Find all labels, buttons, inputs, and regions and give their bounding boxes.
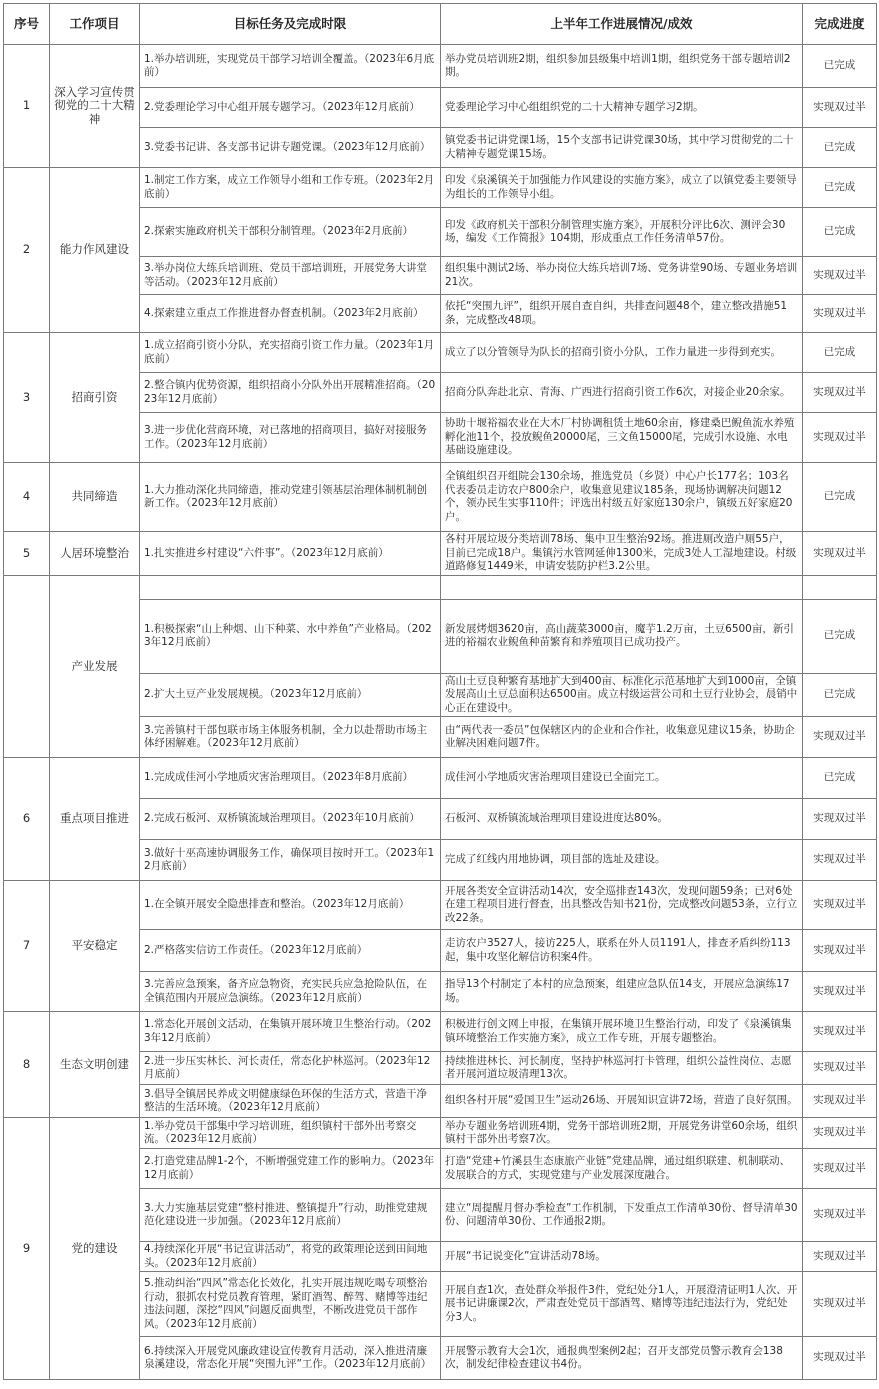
work-project: 党的建设 xyxy=(50,1118,140,1380)
progress-result: 走访农户3527人，接访225人，联系在外人员1191人，排查矛盾纠纷113起，集中攻坚化解信访积案4件。 xyxy=(441,930,803,972)
header-status: 完成进度 xyxy=(803,4,877,45)
progress-result: 持续推进林长、河长制度，坚持护林巡河打卡管理，组织公益性岗位、志愿者开展河道垃圾清理13次。 xyxy=(441,1052,803,1085)
target-task: 3.举办岗位大练兵培训班、党员干部培训班，开展党务大讲堂等活动。（2023年12月底前） xyxy=(140,257,441,295)
table-row xyxy=(4,463,877,532)
completion-status: 已完成 xyxy=(803,599,877,673)
target-task: 3.党委书记讲、各支部书记讲专题党课。（2023年12月底前） xyxy=(140,128,441,168)
completion-status: 已完成 xyxy=(803,673,877,717)
group-number: 1 xyxy=(4,45,50,168)
completion-status: 实现双过半 xyxy=(803,799,877,840)
target-task: 2.严格落实信访工作责任。（2023年12月底前） xyxy=(140,930,441,972)
target-task: 1.扎实推进乡村建设“六件事”。（2023年12月底前） xyxy=(140,532,441,576)
completion-status: 实现双过半 xyxy=(803,717,877,758)
table-row xyxy=(4,1118,877,1149)
target-task: 3.完善镇村干部包联市场主体服务机制，全力以赴帮助市场主体纾困解难。（2023年12月底前） xyxy=(140,717,441,758)
progress-result: 举办党员培训班2期，组织参加县级集中培训1期，组织党务干部专题培训2期。 xyxy=(441,45,803,88)
target-task: 3.大力实施基层党建“整村推进、整镇提升”行动，助推党建规范化建设进一步加强。（2023年12月底前） xyxy=(140,1189,441,1242)
work-project: 平安稳定 xyxy=(50,881,140,1012)
target-task: 1.常态化开展创文活动，在集镇开展环境卫生整治行动。（2023年12月底前） xyxy=(140,1012,441,1052)
target-task: 1.举办党员干部集中学习培训班，组织镇村干部外出考察交流。（2023年12月底前） xyxy=(140,1118,441,1149)
header-progress-result: 上半年工作进展情况/成效 xyxy=(441,4,803,45)
header-project: 工作项目 xyxy=(50,4,140,45)
progress-result: 由“两代表一委员”包保辖区内的企业和合作社，收集意见建议15条，协助企业解决困难问题7件。 xyxy=(441,717,803,758)
work-project: 深入学习宣传贯彻党的二十大精神 xyxy=(50,45,140,168)
completion-status: 已完成 xyxy=(803,168,877,208)
work-progress-table xyxy=(3,3,877,1380)
target-task: 1.完成成佳河小学地质灾害治理项目。（2023年8月底前） xyxy=(140,758,441,799)
completion-status xyxy=(803,575,877,599)
target-task: 2.探索实施政府机关干部积分制管理。（2023年2月底前） xyxy=(140,208,441,257)
work-project: 招商引资 xyxy=(50,333,140,463)
table-row xyxy=(4,881,877,930)
progress-result: 打造“党建+竹溪县生态康旅产业链”党建品牌，通过组织联建、机制联动、发展联合的方式，实现党建与产业发展深度融合。 xyxy=(441,1149,803,1189)
work-project: 能力作风建设 xyxy=(50,168,140,333)
progress-result: 举办专题业务培训班4期，党务干部培训班2期，开展党务讲堂60余场，组织镇村干部外出考察7次。 xyxy=(441,1118,803,1149)
group-number: 6 xyxy=(4,758,50,881)
progress-result: 党委理论学习中心组组织党的二十大精神专题学习2期。 xyxy=(441,88,803,128)
completion-status: 实现双过半 xyxy=(803,413,877,463)
progress-result: 指导13个村制定了本村的应急预案，组建应急队伍14支，开展应急演练17场。 xyxy=(441,972,803,1012)
target-task: 1.在全镇开展安全隐患排查和整治。（2023年12月底前） xyxy=(140,881,441,930)
target-task: 1.大力推动深化共同缔造，推动党建引领基层治理体制机制创新工作。（2023年12月底前） xyxy=(140,463,441,532)
group-number: 5 xyxy=(4,532,50,576)
progress-result: 高山土豆良种繁育基地扩大到400亩、标准化示范基地扩大到1000亩，全镇发展高山土豆总面积达6500亩。成立村级运营公司和土豆行业协会，晨销中心正在建设中。 xyxy=(441,673,803,717)
completion-status: 已完成 xyxy=(803,45,877,88)
progress-result: 开展警示教育大会1次，通报典型案例2起；召开支部党员警示教育会138次，制发纪律检查建议书4份。 xyxy=(441,1337,803,1380)
work-project: 重点项目推进 xyxy=(50,758,140,881)
completion-status: 实现双过半 xyxy=(803,295,877,333)
table-row xyxy=(4,758,877,799)
work-project: 产业发展 xyxy=(50,575,140,758)
target-task: 2.扩大土豆产业发展规模。（2023年12月底前） xyxy=(140,673,441,717)
header-row xyxy=(4,4,877,45)
table-row xyxy=(4,168,877,208)
completion-status: 已完成 xyxy=(803,128,877,168)
target-task: 1.制定工作方案，成立工作领导小组和工作专班。（2023年2月底前） xyxy=(140,168,441,208)
target-task: 1.举办培训班，实现党员干部学习培训全覆盖。（2023年6月底前） xyxy=(140,45,441,88)
progress-result: 印发《政府机关干部积分制管理实施方案》，开展积分评比6次、测评会30场，编发《工作简报》104期，形成重点工作任务清单57份。 xyxy=(441,208,803,257)
target-task: 3.完善应急预案，备齐应急物资，充实民兵应急抢险队伍，在全镇范围内开展应急演练。（2023年12月底前） xyxy=(140,972,441,1012)
progress-result: 成立了以分管领导为队长的招商引资小分队，工作力量进一步得到充实。 xyxy=(441,333,803,373)
progress-result: 石板河、双桥镇流域治理项目建设进度达80%。 xyxy=(441,799,803,840)
completion-status: 实现双过半 xyxy=(803,88,877,128)
table-row xyxy=(4,333,877,373)
progress-result xyxy=(441,575,803,599)
completion-status: 实现双过半 xyxy=(803,257,877,295)
completion-status: 实现双过半 xyxy=(803,1149,877,1189)
progress-result: 成佳河小学地质灾害治理项目建设已全面完工。 xyxy=(441,758,803,799)
target-task: 2.打造党建品牌1-2个，不断增强党建工作的影响力。（2023年12月底前） xyxy=(140,1149,441,1189)
progress-result: 开展自查1次，查处群众举报件3件，党纪处分1人，开展澄清证明1人次、开展书记讲廉课2次，严肃查处党员干部酒驾、赌博等违纪违法行为，党纪处分3人。 xyxy=(441,1272,803,1337)
target-task: 4.持续深化开展“书记宣讲活动”，将党的政策理论送到田间地头。（2023年12月底前） xyxy=(140,1242,441,1272)
target-task: 3.做好十巫高速协调服务工作，确保项目按时开工。（2023年12月底前） xyxy=(140,840,441,881)
target-task: 2.党委理论学习中心组开展专题学习。（2023年12月底前） xyxy=(140,88,441,128)
table-row xyxy=(4,1012,877,1052)
completion-status: 实现双过半 xyxy=(803,1085,877,1118)
progress-result: 组织集中测试2场、举办岗位大练兵培训7场、党务讲堂90场、专题业务培训21次。 xyxy=(441,257,803,295)
progress-result: 依托“突围九评”，组织开展自查自纠，共排查问题48个，建立整改措施51条，完成整改48项。 xyxy=(441,295,803,333)
target-task: 3.进一步优化营商环境，对已落地的招商项目，搞好对接服务工作。（2023年12月底前） xyxy=(140,413,441,463)
completion-status: 实现双过半 xyxy=(803,1242,877,1272)
work-project: 生态文明创建 xyxy=(50,1012,140,1118)
completion-status: 实现双过半 xyxy=(803,840,877,881)
target-task: 2.整合镇内优势资源，组织招商小分队外出开展精准招商。（2023年12月底前） xyxy=(140,373,441,413)
completion-status: 已完成 xyxy=(803,333,877,373)
completion-status: 已完成 xyxy=(803,208,877,257)
progress-result: 完成了红线内用地协调，项目部的选址及建设。 xyxy=(441,840,803,881)
completion-status: 实现双过半 xyxy=(803,1189,877,1242)
work-project: 共同缔造 xyxy=(50,463,140,532)
group-number: 2 xyxy=(4,168,50,333)
progress-result: 新发展烤烟3620亩，高山蔬菜3000亩，魔芋1.2万亩，土豆6500亩，新引进的裕福农业鲵鱼种苗繁育和养殖项目已成功投产。 xyxy=(441,599,803,673)
target-task: 2.完成石板河、双桥镇流域治理项目。（2023年10月底前） xyxy=(140,799,441,840)
progress-result: 招商分队奔赴北京、青海、广西进行招商引资工作6次，对接企业20余家。 xyxy=(441,373,803,413)
target-task xyxy=(140,575,441,599)
progress-result: 镇党委书记讲党课1场，15个支部书记讲党课30场，其中学习贯彻党的二十大精神专题党课15场。 xyxy=(441,128,803,168)
completion-status: 实现双过半 xyxy=(803,1272,877,1337)
group-number: 8 xyxy=(4,1012,50,1118)
completion-status: 实现双过半 xyxy=(803,930,877,972)
progress-result: 协助十堰裕福农业在大木厂村协调租赁土地60余亩，修建桑巴鲵鱼流水养殖孵化池11个，投放鲵鱼20000尾，三文鱼15000尾，完成引水设施、水电基础设施建设。 xyxy=(441,413,803,463)
completion-status: 实现双过半 xyxy=(803,1337,877,1380)
group-number: 7 xyxy=(4,881,50,1012)
group-number xyxy=(4,575,50,758)
table-row xyxy=(4,532,877,576)
group-number: 3 xyxy=(4,333,50,463)
progress-result: 开展“书记说变化”宣讲活动78场。 xyxy=(441,1242,803,1272)
group-number: 4 xyxy=(4,463,50,532)
completion-status: 实现双过半 xyxy=(803,972,877,1012)
table-row xyxy=(4,45,877,88)
target-task: 1.积极探索“山上种烟、山下种菜、水中养鱼”产业格局。（2023年12月底前） xyxy=(140,599,441,673)
target-task: 3.倡导全镇居民养成文明健康绿色环保的生活方式，营造干净整洁的生活环境。（2023年12月底前） xyxy=(140,1085,441,1118)
progress-result: 各村开展垃圾分类培训78场、集中卫生整治92场。推进厕改造户厕55户，目前已完成18户。集镇污水管网延伸1300米，完成3处人工湿地建设。村级道路修复1449米，申请安装防护栏3.2公里。 xyxy=(441,532,803,576)
completion-status: 实现双过半 xyxy=(803,1118,877,1149)
completion-status: 实现双过半 xyxy=(803,881,877,930)
work-project: 人居环境整治 xyxy=(50,532,140,576)
header-target: 目标任务及完成时限 xyxy=(140,4,441,45)
completion-status: 已完成 xyxy=(803,758,877,799)
progress-result: 积极进行创文网上申报，在集镇开展环境卫生整治行动，印发了《泉溪镇集镇环境整治工作实施方案》，成立工作专班，开展专题整治。 xyxy=(441,1012,803,1052)
header-no: 序号 xyxy=(4,4,50,45)
progress-result: 建立“周提醒月督办季检查”工作机制，下发重点工作清单30份、督导清单30份、问题清单30份、工作通报2期。 xyxy=(441,1189,803,1242)
progress-result: 开展各类安全宣讲活动14次，安全巡排查143次，发现问题59条；已对6处在建工程项目进行督查，出具整改告知书21份，完成整改问题53条，立行立改22条。 xyxy=(441,881,803,930)
group-number: 9 xyxy=(4,1118,50,1380)
progress-result: 印发《泉溪镇关于加强能力作风建设的实施方案》，成立了以镇党委主要领导为组长的工作领导小组。 xyxy=(441,168,803,208)
target-task: 4.探索建立重点工作推进督办督查机制。（2023年2月底前） xyxy=(140,295,441,333)
completion-status: 实现双过半 xyxy=(803,532,877,576)
completion-status: 已完成 xyxy=(803,463,877,532)
completion-status: 实现双过半 xyxy=(803,1012,877,1052)
progress-result: 组织各村开展“爱国卫生”运动26场、开展知识宣讲72场，营造了良好氛围。 xyxy=(441,1085,803,1118)
target-task: 6.持续深入开展党风廉政建设宣传教育月活动，深入推进清廉泉溪建设，常态化开展“突围九评”工作。（2023年12月底前） xyxy=(140,1337,441,1380)
target-task: 5.推动纠治“四风”常态化长效化，扎实开展违规吃喝专项整治行动，狠抓农村党员教育管理，紧盯酒驾、醉驾、赌博等违纪违法问题，深挖“四风”问题反面典型，不断改进党员干部作风。（2023年12月底前） xyxy=(140,1272,441,1337)
progress-result: 全镇组织召开组院会130余场，推选党员（乡贤）中心户长177名；103名代表委员走访农户800余户，收集意见建议185条，现场协调解决问题12个，领办民生实事110件；评选出村级五好家庭130余户，镇级五好家庭20户。 xyxy=(441,463,803,532)
table-row xyxy=(4,575,877,599)
target-task: 1.成立招商引资小分队，充实招商引资工作力量。（2023年1月底前） xyxy=(140,333,441,373)
completion-status: 实现双过半 xyxy=(803,1052,877,1085)
completion-status: 实现双过半 xyxy=(803,373,877,413)
target-task: 2.进一步压实林长、河长责任，常态化护林巡河。（2023年12月底前） xyxy=(140,1052,441,1085)
